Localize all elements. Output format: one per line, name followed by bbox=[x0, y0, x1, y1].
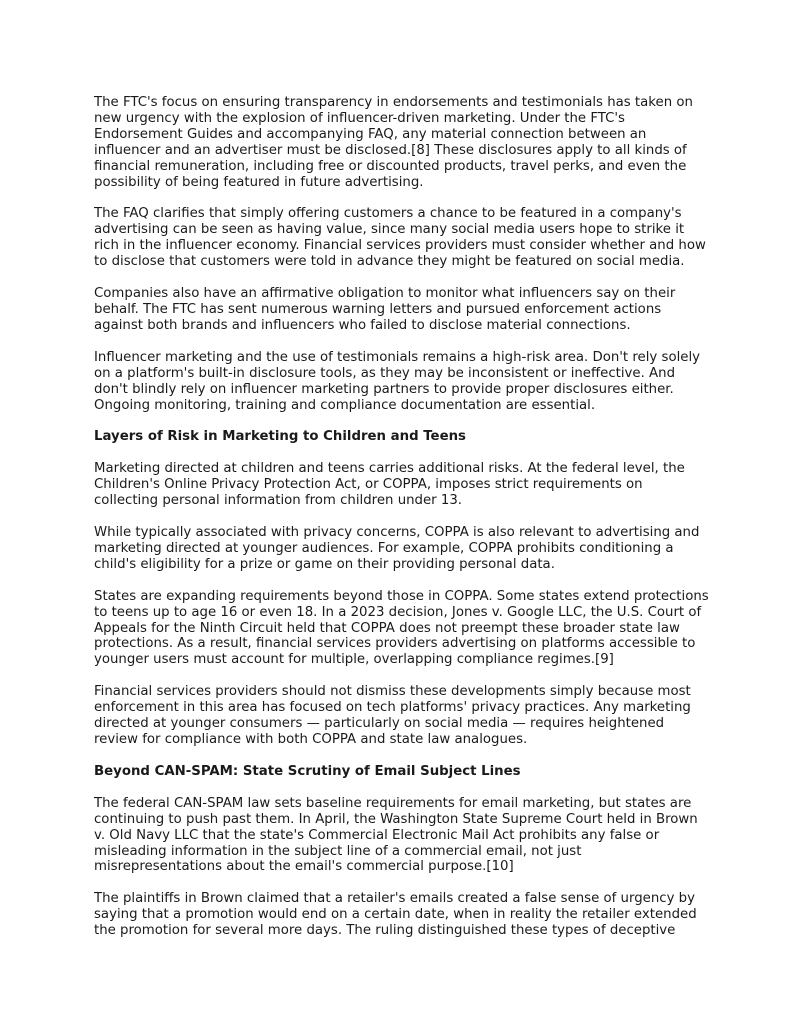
section-heading-can-spam: Beyond CAN-SPAM: State Scrutiny of Email Subject Lines bbox=[94, 763, 521, 779]
paragraph-influencer-risk: Influencer marketing and the use of testimonials remains a high-risk area. Don't rely solely on a platform's built-in disclosure tools, as they may be inconsistent or ineffective. And don't blindly rely on influencer marketing partners to provide proper disclosures either. Ongoing monitoring, training and compliance documentation are essential. bbox=[94, 349, 701, 413]
paragraph-monitor-obligation: Companies also have an affirmative obligation to monitor what influencers say on their behalf. The FTC has sent numerous warning letters and pursued enforcement actions against both brands and influencers who failed to disclose material connections. bbox=[94, 286, 676, 333]
section-heading-children-teens: Layers of Risk in Marketing to Children and Teens bbox=[94, 429, 466, 445]
paragraph-coppa-advertising: While typically associated with privacy concerns, COPPA is also relevant to advertising and marketing directed at younger audiences. For example, COPPA prohibits conditioning a child's eligibility for a prize or game on their providing personal data. bbox=[94, 525, 700, 572]
document-page bbox=[94, 95, 710, 955]
paragraph-state-expansion: States are expanding requirements beyond those in COPPA. Some states extend protections to teens up to age 16 or even 18. In a 2023 decision, Jones v. Google LLC, the U.S. Court of Appeals for the Ninth Circuit held that COPPA does not preempt these broader state law protections. As a result, financial services providers advertising on platforms accessible to younger users must account for multiple, overlapping compliance regimes.[9] bbox=[94, 588, 709, 668]
paragraph-can-spam-baseline: The federal CAN-SPAM law sets baseline requirements for email marketing, but states are continuing to push past them. In April, the Washington State Supreme Court held in Brown v. Old Navy LLC that the state's Commercial Electronic Mail Act prohibits any false or misleading information in the subject line of a commercial email, not just misrepresentations about the email's commercial purpose.[10] bbox=[94, 795, 698, 875]
paragraph-brown-plaintiffs: The plaintiffs in Brown claimed that a retailer's emails created a false sense of urgency by saying that a promotion would end on a certain date, when in reality the retailer extended the promotion for several more days. The ruling distinguished these types of deceptive bbox=[94, 891, 697, 939]
paragraph-financial-providers: Financial services providers should not dismiss these developments simply because most enforcement in this area has focused on tech platforms' privacy practices. Any marketing directed at younger consumers — particularly on social media — requires heightened review for compliance with both COPPA and state law analogues. bbox=[94, 684, 691, 747]
paragraph-coppa-intro: Marketing directed at children and teens carries additional risks. At the federal level, the Children's Online Privacy Protection Act, or COPPA, imposes strict requirements on collecting personal information from children under 13. bbox=[94, 461, 685, 509]
paragraph-faq-clarifies: The FAQ clarifies that simply offering customers a chance to be featured in a company's advertising can be seen as having value, since many social media users hope to strike it rich in the influencer economy. Financial services providers must consider whether and how to disclose that customers were told in advance they might be featured on social media. bbox=[94, 206, 706, 270]
paragraph-ftc-endorsements: The FTC's focus on ensuring transparency in endorsements and testimonials has taken on new urgency with the explosion of influencer-driven marketing. Under the FTC's Endorsement Guides and accompanying FAQ, any material connection between an influencer and an advertiser must be disclosed.[8] These disclosures apply to all kinds of financial remuneration, including free or discounted products, travel perks, and even the possibility of being featured in future advertising. bbox=[94, 95, 693, 190]
